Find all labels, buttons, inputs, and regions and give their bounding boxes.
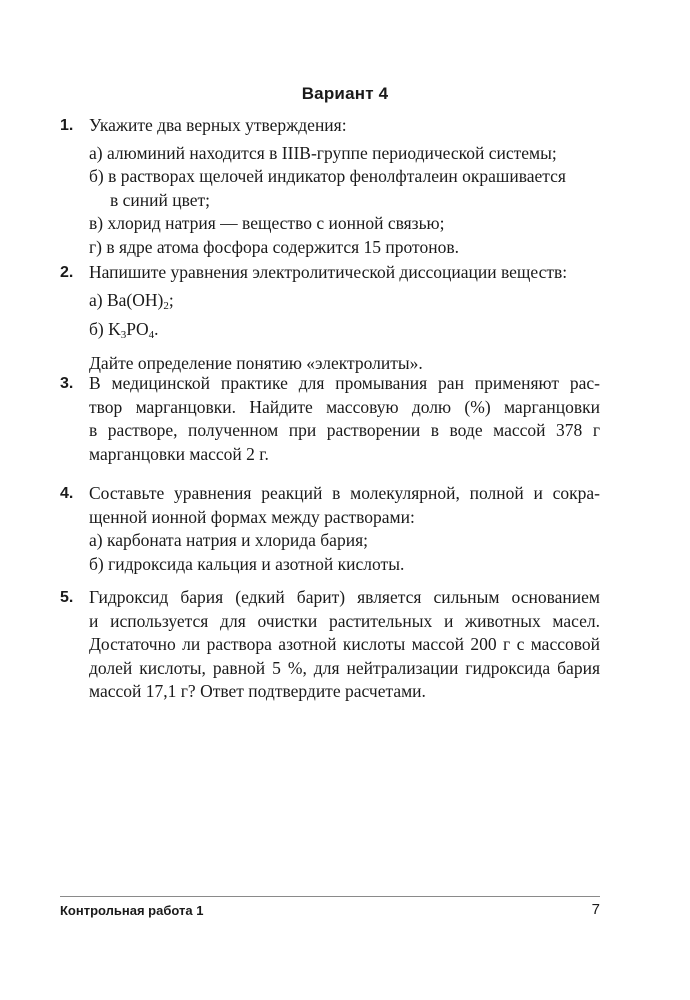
task-2 [60,261,600,375]
option-b: б) гидроксида кальция и азотной кислоты. [89,553,405,574]
task-text-line: в растворе, полученном при растворении в воде массой 378 г [89,420,600,440]
task-1 [60,114,600,259]
task-text-line: марганцовки массой 2 г. [89,443,269,464]
task-number: 1. [60,117,74,134]
task-closing: Дайте определение понятию «электролиты». [89,352,423,373]
task-text-line: щенной ионной формах между растворами: [89,506,415,527]
option-b: б) в растворах щелочей индикатор фенолфталеин окрашивается [89,166,566,186]
option-b-continuation: в синий цвет; [110,189,211,210]
option-a: а) алюминий находится в IIIB-группе периодической системы; [89,142,557,163]
task-prompt: Напишите уравнения электролитической диссоциации веществ: [89,262,568,282]
option-c: в) хлорид натрия — вещество с ионной связью; [89,213,445,233]
option-d: г) в ядре атома фосфора содержится 15 протонов. [89,236,459,257]
option-a: а) карбоната натрия и хлорида бария; [89,530,368,550]
task-text-line: и используется для очистки растительных и животных масел. [89,610,600,631]
formula-a: а) $Ba(OH)_2$; [89,289,174,312]
footer-divider [60,896,600,897]
task-prompt: Укажите два верных утверждения: [89,115,347,135]
task-number: 3. [60,375,74,392]
page-number: 7 [591,901,600,918]
task-text-line: Гидроксид бария (едкий барит) является сильным основанием [89,587,600,607]
task-5 [60,586,600,704]
task-text-line: массой 17,1 г? Ответ подтвердите расчетами. [89,681,426,701]
task-text-line: Составьте уравнения реакций в молекулярной, полной и сокра- [89,483,600,503]
task-3 [60,372,600,466]
task-text-line: твор марганцовки. Найдите массовую долю (%) марганцовки [89,396,600,417]
task-text-line: долей кислоты, равной 5 %, для нейтрализации гидроксида бария [89,657,600,678]
formula-b: б) $K_3PO_4$. [89,319,159,341]
task-number: 5. [60,589,74,606]
task-number: 4. [60,485,74,502]
task-text-line: Достаточно ли раствора азотной кислоты массой 200 г с массовой [89,634,600,654]
task-4 [60,482,600,576]
task-text-line: В медицинской практике для промывания ран применяют рас- [89,373,600,393]
footer-section-title: Контрольная работа 1 [60,903,204,918]
task-number: 2. [60,264,74,281]
page-title: Вариант 4 [301,84,389,103]
